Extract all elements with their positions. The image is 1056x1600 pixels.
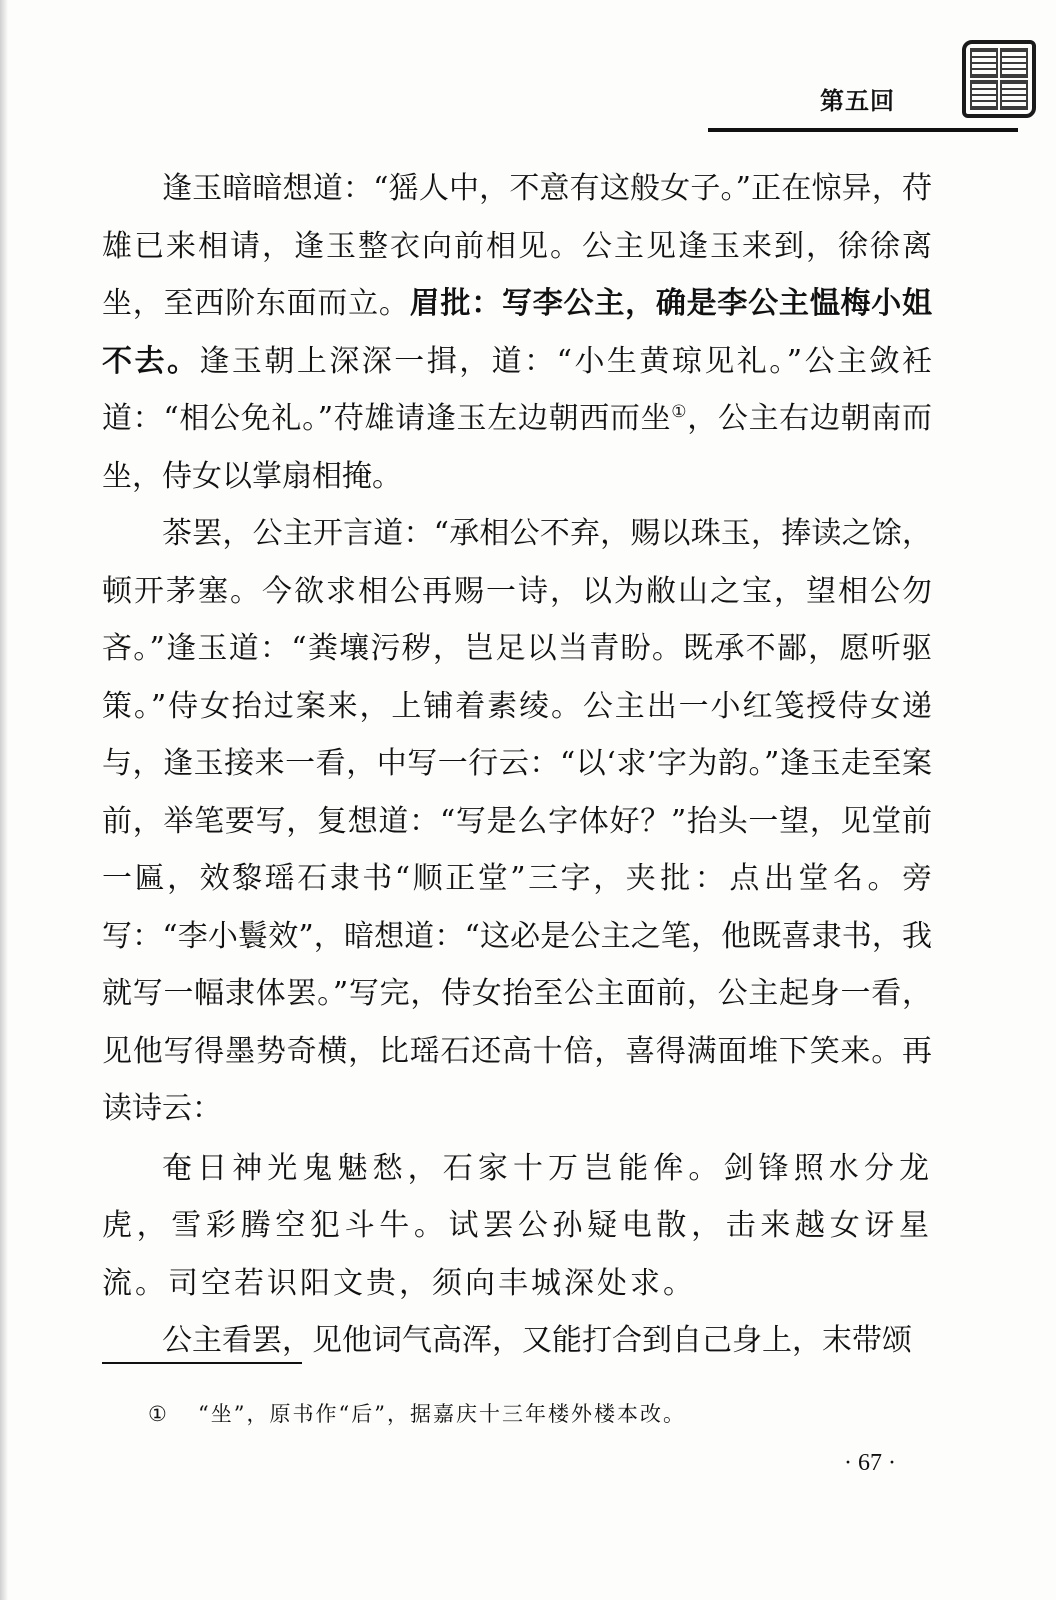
footnote-mark: ① — [148, 1402, 169, 1426]
seal-cell — [1000, 48, 1028, 78]
paragraph-2-text-c: 旁写：“李小鬟效”，暗想道：“这必是公主之笔，他既喜隶书，我就写一幅隶体罢。”写完，侍女抬至公主面前，公主起身一看，见他写得墨势奇横，比瑶石还高十倍，喜得满面堆下笑来。再读诗云： — [102, 861, 932, 1126]
poem: 奄日神光鬼魅愁，石家十万岂能侔。剑锋照水分龙虎，雪彩腾空犯斗牛。试罢公孙疑电散，击来越女讶星流。司空若识阳文贵，须向丰城深处求。 — [102, 1150, 932, 1301]
seal-stamp-icon — [962, 40, 1036, 118]
main-text — [102, 160, 932, 1370]
chapter-title: 第五回 — [820, 87, 895, 115]
header-rule — [708, 128, 1018, 132]
footnote-text: “坐”，原书作“后”，据嘉庆十三年楼外楼本改。 — [198, 1402, 686, 1426]
footnote-reference[interactable]: ① — [671, 402, 688, 422]
seal-cell — [970, 48, 998, 78]
paragraph-3: 公主看罢，见他词气高浑，又能打合到自己身上，末带颂 — [162, 1323, 912, 1358]
paragraph-2 — [102, 505, 932, 1138]
seal-cell — [970, 80, 998, 110]
page-number: · 67 · — [844, 1450, 896, 1476]
seal-cell — [1000, 80, 1028, 110]
page-edge-shadow — [0, 0, 8, 1600]
paragraph-2-text-a: 茶罢，公主开言道：“承相公不弃，赐以珠玉，捧读之馀，顿开茅塞。今欲求相公再赐一诗，以为敝山之宝，望相公勿吝。”逢玉道：“粪壤污秽，岂足以当青盼。既承不鄙，愿听驱策。”侍女抬过案来，上铺着素绫。公主出一小红笺授侍女递与，逢玉接来一看，中写一行云：“以‘求’字为韵。”逢玉走至案前，举笔要写，复想道：“写是么字体好？”抬头一望，见堂前一匾，效黎瑶石隶书“顺正堂”三字， — [102, 516, 932, 896]
paragraph-1 — [102, 160, 932, 505]
footnote — [148, 1398, 912, 1430]
footnote-rule — [102, 1362, 302, 1364]
paragraph-1-text-a: 逢玉暗暗想道：“猺人中，不意有这般女子。”正在惊异，苻雄已来相请，逢玉整衣向前相见。公主见逢玉来到，徐徐离坐，至西阶东面而立。 — [102, 171, 932, 321]
paragraph-1-text-d: ，公主右边朝南而坐，侍女以掌扇相掩。 — [102, 401, 932, 494]
paragraph-1-text-c: 逢玉朝上深深一揖，道：“小生黄琼见礼。”公主敛衽道：“相公免礼。”苻雄请逢玉左边朝西而坐 — [102, 343, 932, 436]
interlinear-comment: 夹批：点出堂名。 — [625, 861, 902, 896]
marginal-comment: 眉批：写李公主，确是李公主愠梅小姐不去。 — [102, 286, 933, 379]
